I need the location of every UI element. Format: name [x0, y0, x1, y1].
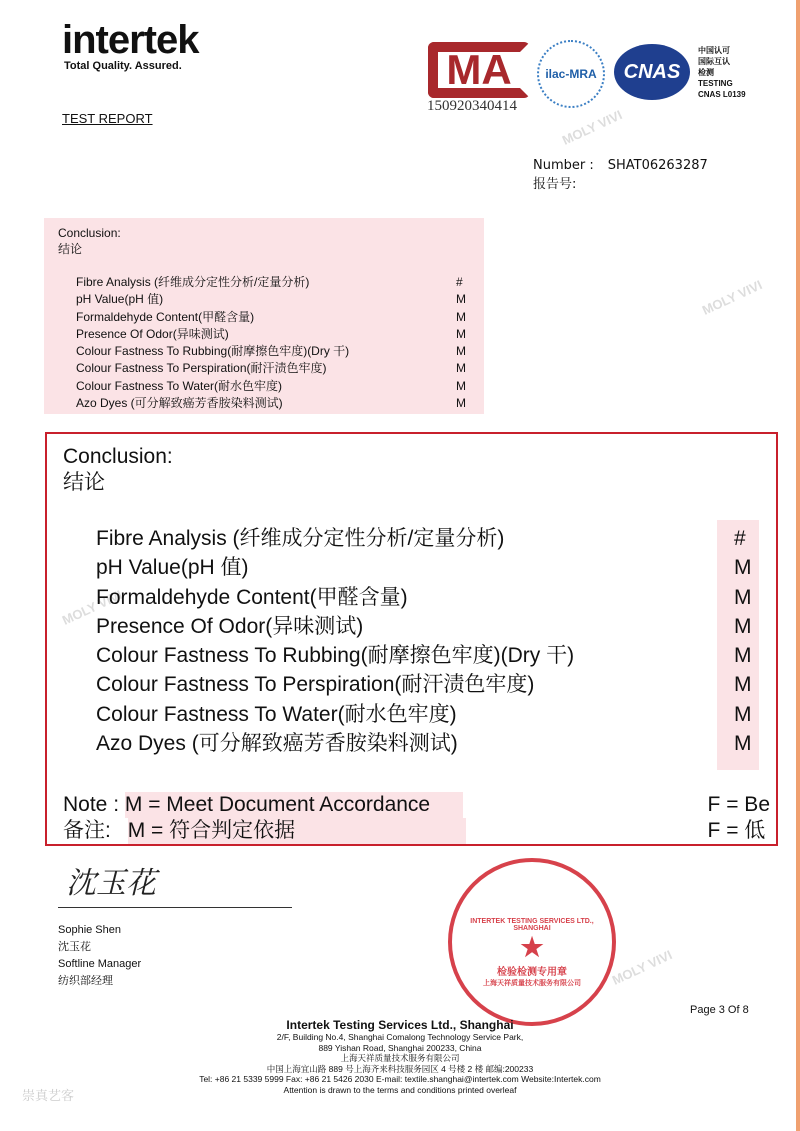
conclusion-item — [96, 670, 760, 699]
signature-line — [58, 907, 292, 908]
test-result: M — [456, 396, 466, 411]
conclusion-item — [76, 274, 470, 291]
conclusion-item — [96, 524, 760, 553]
intertek-logo: intertek — [62, 18, 199, 62]
cma-logo: MA — [428, 42, 530, 98]
watermark: MOLY VIVI — [609, 947, 675, 988]
test-name: Fibre Analysis (纤维成分定性分析/定量分析) — [76, 275, 310, 289]
test-result: # — [734, 527, 746, 550]
test-result: M — [734, 585, 752, 609]
cma-number: 150920340414 — [427, 98, 517, 114]
report-title: TEST REPORT — [62, 111, 153, 126]
test-result: M — [456, 309, 466, 324]
conclusion-item — [76, 378, 470, 395]
test-result: M — [456, 292, 466, 307]
test-name: Azo Dyes (可分解致癌芳香胺染料测试) — [76, 396, 283, 411]
watermark: MOLY VIVI — [59, 587, 125, 628]
report-number: Number : SHAT06263287 报告号: — [533, 158, 708, 192]
cnas-logo: CNAS — [614, 44, 690, 100]
test-name: Colour Fastness To Water(耐水色牢度) — [76, 378, 283, 393]
conclusion-item — [76, 309, 470, 326]
test-name: Colour Fastness To Rubbing(耐摩擦色牢度)(Dry 干) — [96, 644, 575, 668]
conclusion-item — [96, 583, 760, 612]
conclusion-small: Conclusion: 结论 Fibre Analysis (纤维成分定性分析/定量分析) # pH Value(pH 值) M Formaldehyde Content(甲醛含量) M Presence Of Odor(异味测试) M Colour Fastness To Rubbing(耐摩擦色牢度)(Dry 干) M Colour Fastness To Perspiration(耐汗渍色牢度) M Colour Fastness To Water(耐水色牢度) M Azo Dyes (可分解致癌芳香胺染料测试) M — [44, 218, 484, 414]
test-name: Azo Dyes (可分解致癌芳香胺染料测试) — [96, 732, 458, 756]
page-edge — [796, 0, 800, 1131]
test-result: M — [456, 326, 466, 341]
test-result: M — [734, 732, 752, 756]
test-name: Fibre Analysis (纤维成分定性分析/定量分析) — [96, 527, 505, 550]
test-result: M — [456, 361, 466, 376]
conclusion-item — [96, 612, 760, 641]
test-result: M — [734, 702, 752, 726]
test-result: M — [456, 344, 466, 359]
test-result: # — [456, 275, 463, 289]
test-name: Colour Fastness To Water(耐水色牢度) — [96, 702, 457, 726]
test-name: Colour Fastness To Perspiration(耐汗渍色牢度) — [96, 673, 535, 697]
conclusion-item — [96, 641, 760, 670]
conclusion-item — [76, 360, 470, 377]
test-name: Presence Of Odor(异味测试) — [96, 614, 364, 638]
watermark: MOLY VIVI — [559, 107, 625, 148]
conclusion-item — [76, 343, 470, 360]
conclusion-item — [76, 291, 470, 308]
conclusion-item — [96, 553, 760, 582]
signatory: Sophie Shen 沈玉花 Softline Manager 纺织部经理 — [58, 924, 142, 987]
test-result: M — [734, 556, 752, 580]
note: Note : M = Meet Document Accordance 备注: M = 符合判定依据 — [63, 792, 466, 844]
tagline: Total Quality. Assured. — [64, 60, 182, 72]
signature: 沈玉花 — [66, 866, 156, 901]
test-name: Colour Fastness To Perspiration(耐汗渍色牢度) — [76, 361, 327, 376]
test-result: M — [456, 378, 466, 393]
test-result: M — [734, 644, 752, 668]
conclusion-item — [76, 395, 470, 412]
test-result: M — [734, 614, 752, 638]
company-seal: INTERTEK TESTING SERVICES LTD., SHANGHAI ★ 检验检测专用章 上海天祥质量技术服务有限公司 — [448, 858, 616, 1026]
cnas-text: 中国认可 国际互认 检测 TESTING CNAS L0139 — [698, 46, 746, 99]
test-result: M — [734, 673, 752, 697]
test-name: Formaldehyde Content(甲醛含量) — [76, 309, 255, 324]
test-name: pH Value(pH 值) — [96, 556, 249, 580]
watermark: MOLY VIVI — [699, 277, 765, 318]
conclusion-zoomed: Conclusion: 结论 Fibre Analysis (纤维成分定性分析/定量分析) # pH Value(pH 值) M Formaldehyde Content(甲醛含量) M Presence Of Odor(异味测试) M Colour Fastness To Rubbing(耐摩擦色牢度)(Dry 干) M Colour Fastness To Perspiration(耐汗渍色牢度) M Colour Fastness To Water(耐水色牢度) M Azo Dyes (可分解致癌芳香胺染料测试) M Note : M = Meet Document Accordance 备注: M = 符合判定依据 F = Be F = 低 — [45, 432, 778, 846]
corner-brand: 崇真艺客 — [22, 1088, 75, 1103]
footer: Intertek Testing Services Ltd., Shanghai 2/F, Building No.4, Shanghai Comalong Technology Service Park, 889 Yishan Road, Shanghai 200233, China 上海天祥质量技术服务有限公司 中国上海宜山路 889 号上海齐来科技服务园区 4 号楼 2 楼 邮编:200233 Tel: +86 21 5339 5999 Fax: +86 21 5426 2030 E-mail: textile.shanghai@intertek.com Website:Intertek.com Attention is drawn to the terms and conditions printed overleaf — [199, 1018, 601, 1095]
page-number: Page 3 Of 8 — [690, 1004, 749, 1016]
conclusion-item — [96, 700, 760, 729]
test-name: pH Value(pH 值) — [76, 292, 164, 307]
test-name: Presence Of Odor(异味测试) — [76, 326, 229, 341]
ilac-mra-logo: ilac-MRA — [537, 40, 605, 108]
test-name: Formaldehyde Content(甲醛含量) — [96, 585, 408, 609]
conclusion-item — [76, 326, 470, 343]
test-name: Colour Fastness To Rubbing(耐摩擦色牢度)(Dry 干) — [76, 344, 350, 359]
conclusion-item — [96, 729, 760, 758]
